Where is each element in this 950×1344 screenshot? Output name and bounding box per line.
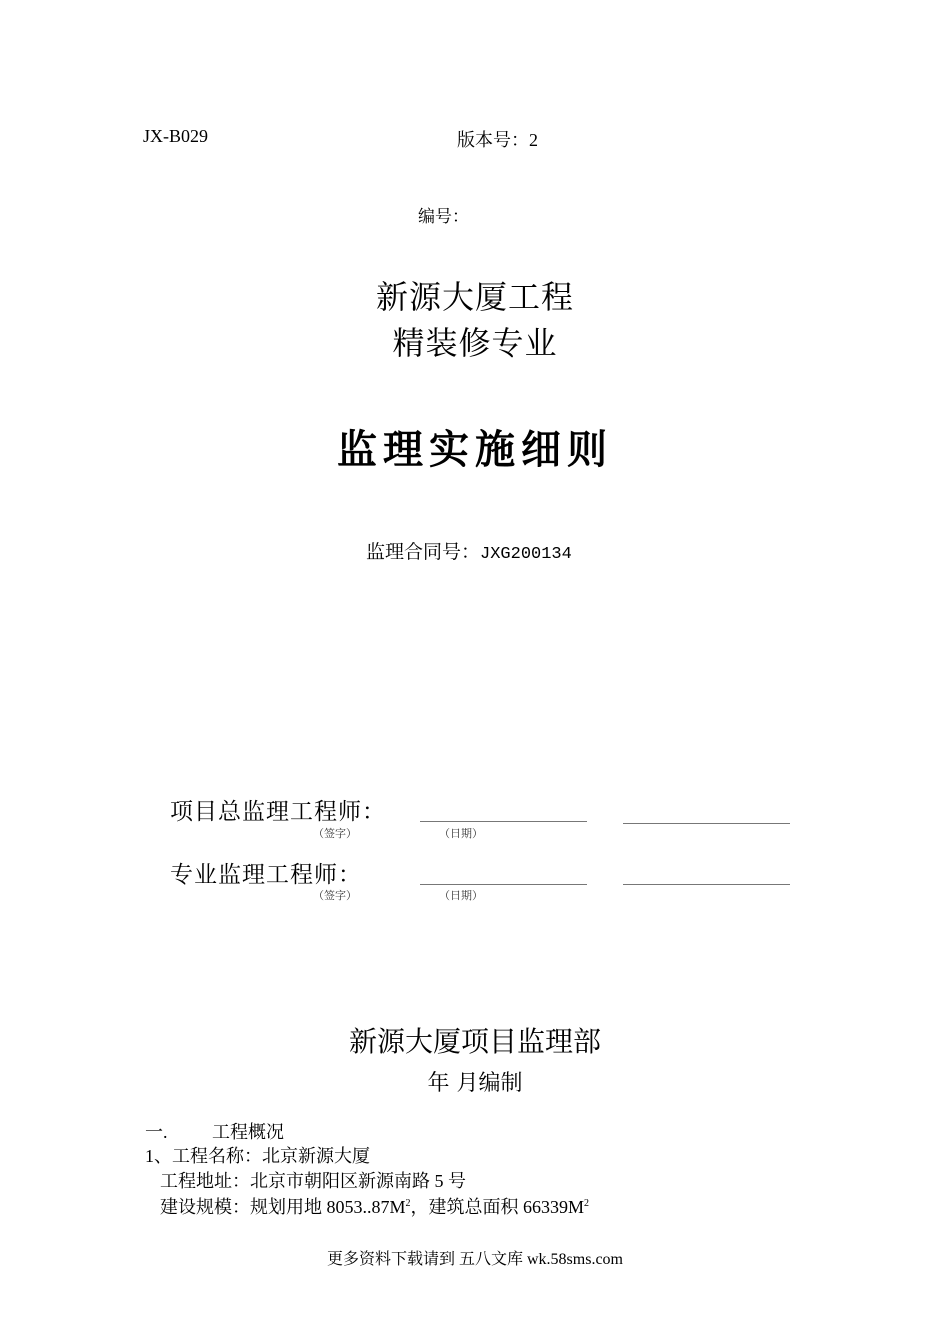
section-title: 工程概况 xyxy=(212,1122,284,1142)
contract-label: 监理合同号： xyxy=(366,542,481,563)
project-title: 新源大厦工程 xyxy=(375,278,574,316)
department-name: 新源大厦项目监理部 xyxy=(348,1025,601,1058)
chief-engineer-label: 项目总监理工程师： xyxy=(170,799,386,825)
chief-date-note: （日期） xyxy=(439,828,483,840)
specialist-date-note: （日期） xyxy=(439,890,483,902)
chief-sign-note: （签字） xyxy=(313,828,357,840)
specialist-sign-line xyxy=(420,884,587,885)
chief-date-line xyxy=(623,823,790,824)
scale-land-text: 建设规模：规划用地 8053..87M xyxy=(160,1197,406,1217)
contract-line xyxy=(366,537,572,564)
chief-sign-line xyxy=(420,821,587,822)
specialty-title: 精装修专业 xyxy=(392,324,558,362)
compiled-date: 年 月编制 xyxy=(427,1071,523,1096)
section-number: 一. xyxy=(145,1122,168,1142)
scale-area-text: ，建筑总面积 66339M xyxy=(410,1197,585,1217)
project-name-line: 1、工程名称：北京新源大厦 xyxy=(145,1146,370,1166)
superscript-2: 2 xyxy=(405,1198,411,1209)
number-label: 编号： xyxy=(418,207,469,226)
main-title: 监理实施细则 xyxy=(337,427,613,473)
superscript-2: 2 xyxy=(584,1198,590,1209)
project-scale-line xyxy=(160,1193,589,1219)
specialist-engineer-label: 专业监理工程师： xyxy=(170,862,362,888)
version-number: 版本号：2 xyxy=(457,130,538,150)
contract-number: JXG200134 xyxy=(480,545,572,564)
project-address-line: 工程地址：北京市朝阳区新源南路 5 号 xyxy=(160,1171,466,1191)
specialist-sign-note: （签字） xyxy=(313,890,357,902)
footer-download-note[interactable]: 更多资料下载请到 五八文库 wk.58sms.com xyxy=(326,1251,623,1268)
document-code: JX-B029 xyxy=(143,126,209,146)
specialist-date-line xyxy=(623,884,790,885)
